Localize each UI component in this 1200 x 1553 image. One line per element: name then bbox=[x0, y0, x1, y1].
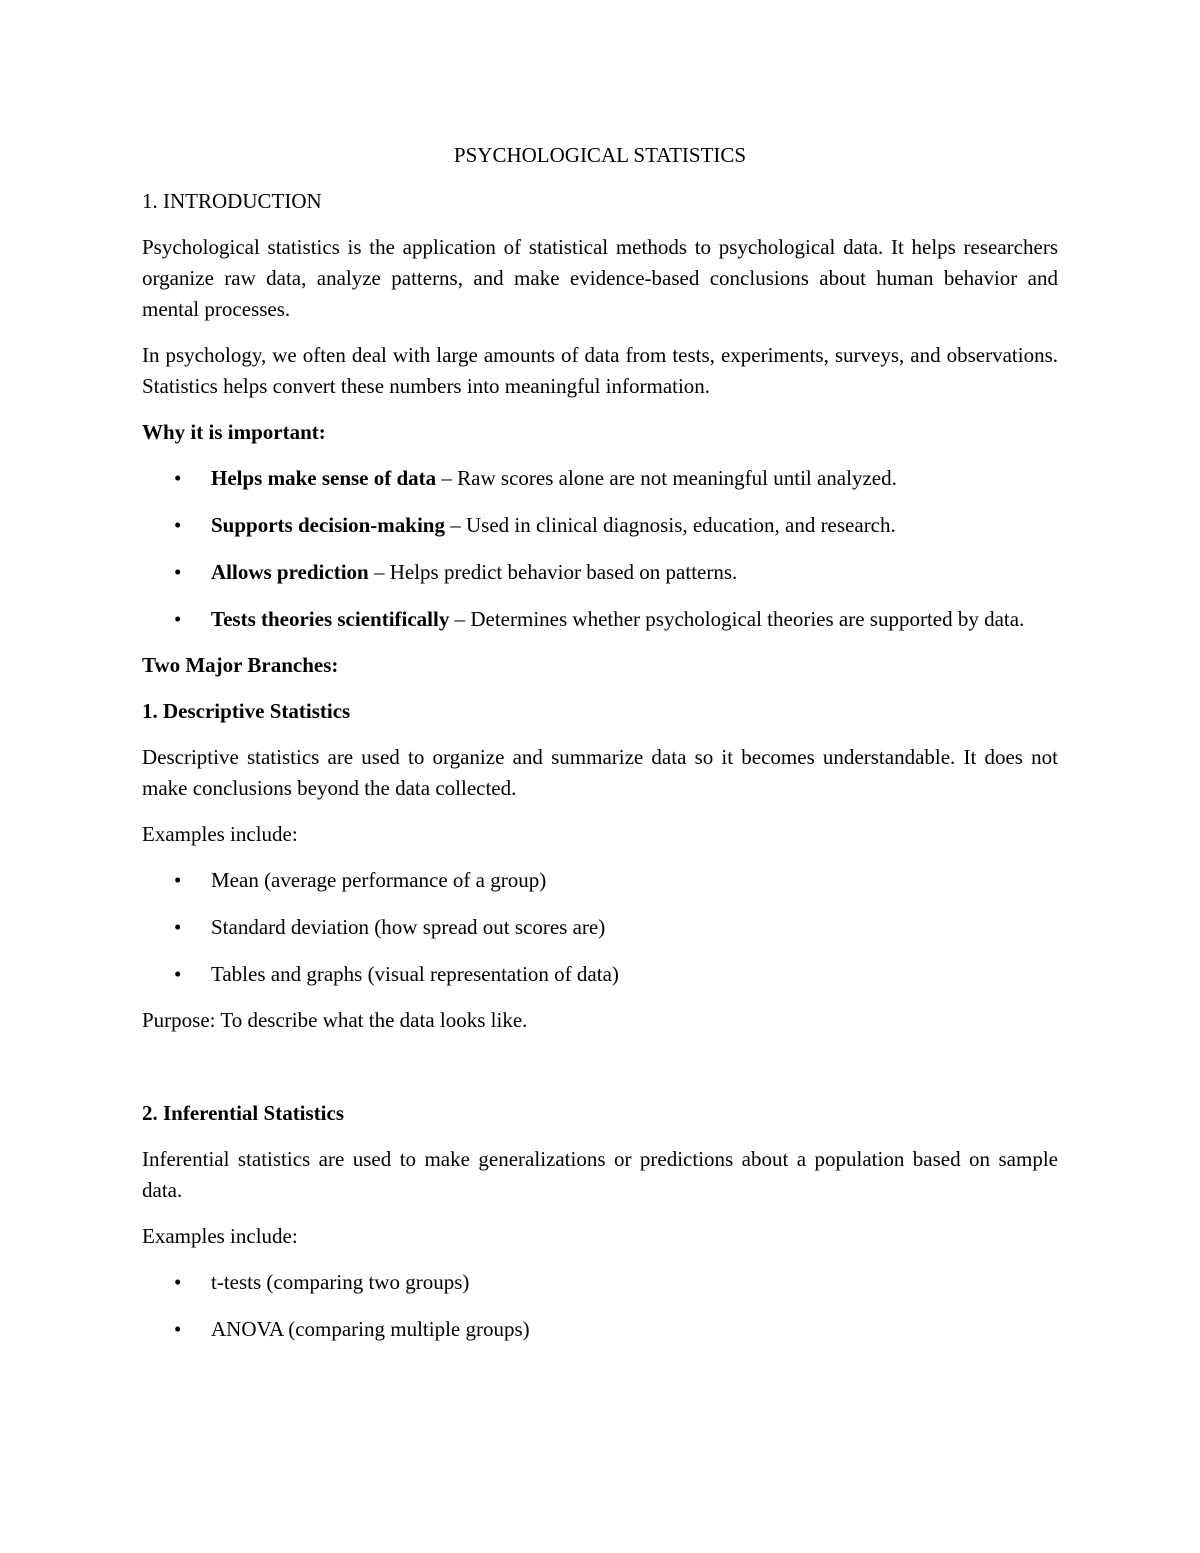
intro-paragraph: In psychology, we often deal with large amounts of data from tests, experiments, surveys, and observations. Statistics helps convert these numbers into meaningful information. bbox=[142, 343, 1058, 398]
importance-heading: Why it is important: bbox=[142, 420, 326, 444]
descriptive-examples-list bbox=[142, 865, 1058, 990]
bullet-icon: • bbox=[174, 513, 182, 537]
bullet-icon: • bbox=[174, 607, 182, 631]
bullet-icon: • bbox=[174, 962, 182, 986]
list-item-text: – Helps predict behavior based on patterns. bbox=[368, 560, 738, 584]
list-item bbox=[142, 865, 1058, 896]
bullet-icon: • bbox=[174, 868, 182, 892]
intro-paragraph: Psychological statistics is the application of statistical methods to psychological data. It helps researchers organize raw data, analyze patterns, and make evidence-based conclusions about human behavior and mental processes. bbox=[142, 235, 1058, 321]
inferential-examples-label: Examples include: bbox=[142, 1224, 298, 1248]
list-item-text: ANOVA (comparing multiple groups) bbox=[211, 1317, 530, 1341]
descriptive-heading: 1. Descriptive Statistics bbox=[142, 699, 351, 723]
list-item-term: Allows prediction bbox=[211, 560, 369, 584]
bullet-icon: • bbox=[174, 1270, 182, 1294]
importance-list bbox=[142, 463, 1058, 635]
list-item bbox=[142, 557, 1058, 588]
section-heading-introduction: 1. INTRODUCTION bbox=[142, 189, 322, 213]
list-item bbox=[142, 912, 1058, 943]
section-spacer bbox=[142, 1051, 1058, 1098]
list-item-text: – Determines whether psychological theories are supported by data. bbox=[449, 607, 1025, 631]
document-page bbox=[142, 140, 1058, 1360]
descriptive-purpose: Purpose: To describe what the data looks like. bbox=[142, 1008, 528, 1032]
bullet-icon: • bbox=[174, 1317, 182, 1341]
list-item-text: Mean (average performance of a group) bbox=[211, 868, 547, 892]
branches-heading: Two Major Branches: bbox=[142, 653, 339, 677]
descriptive-examples-label: Examples include: bbox=[142, 822, 298, 846]
bullet-icon: • bbox=[174, 560, 182, 584]
list-item bbox=[142, 1314, 1058, 1345]
list-item-term: Helps make sense of data bbox=[211, 466, 437, 490]
list-item-text: – Raw scores alone are not meaningful until analyzed. bbox=[436, 466, 897, 490]
document-title: PSYCHOLOGICAL STATISTICS bbox=[453, 143, 747, 167]
inferential-heading: 2. Inferential Statistics bbox=[142, 1101, 345, 1125]
list-item bbox=[142, 604, 1058, 635]
list-item-text: – Used in clinical diagnosis, education, and research. bbox=[444, 513, 896, 537]
list-item bbox=[142, 959, 1058, 990]
bullet-icon: • bbox=[174, 466, 182, 490]
descriptive-paragraph: Descriptive statistics are used to organize and summarize data so it becomes understandable. It does not make conclusions beyond the data collected. bbox=[142, 745, 1058, 800]
list-item bbox=[142, 463, 1058, 494]
list-item-term: Supports decision-making bbox=[211, 513, 445, 537]
list-item-text: Tables and graphs (visual representation of data) bbox=[211, 962, 619, 986]
list-item bbox=[142, 1267, 1058, 1298]
list-item-text: Standard deviation (how spread out scores are) bbox=[211, 915, 606, 939]
list-item-term: Tests theories scientifically bbox=[211, 607, 450, 631]
bullet-icon: • bbox=[174, 915, 182, 939]
inferential-examples-list bbox=[142, 1267, 1058, 1345]
list-item-text: t-tests (comparing two groups) bbox=[211, 1270, 470, 1294]
list-item bbox=[142, 510, 1058, 541]
inferential-paragraph: Inferential statistics are used to make generalizations or predictions about a population based on sample data. bbox=[142, 1147, 1058, 1202]
